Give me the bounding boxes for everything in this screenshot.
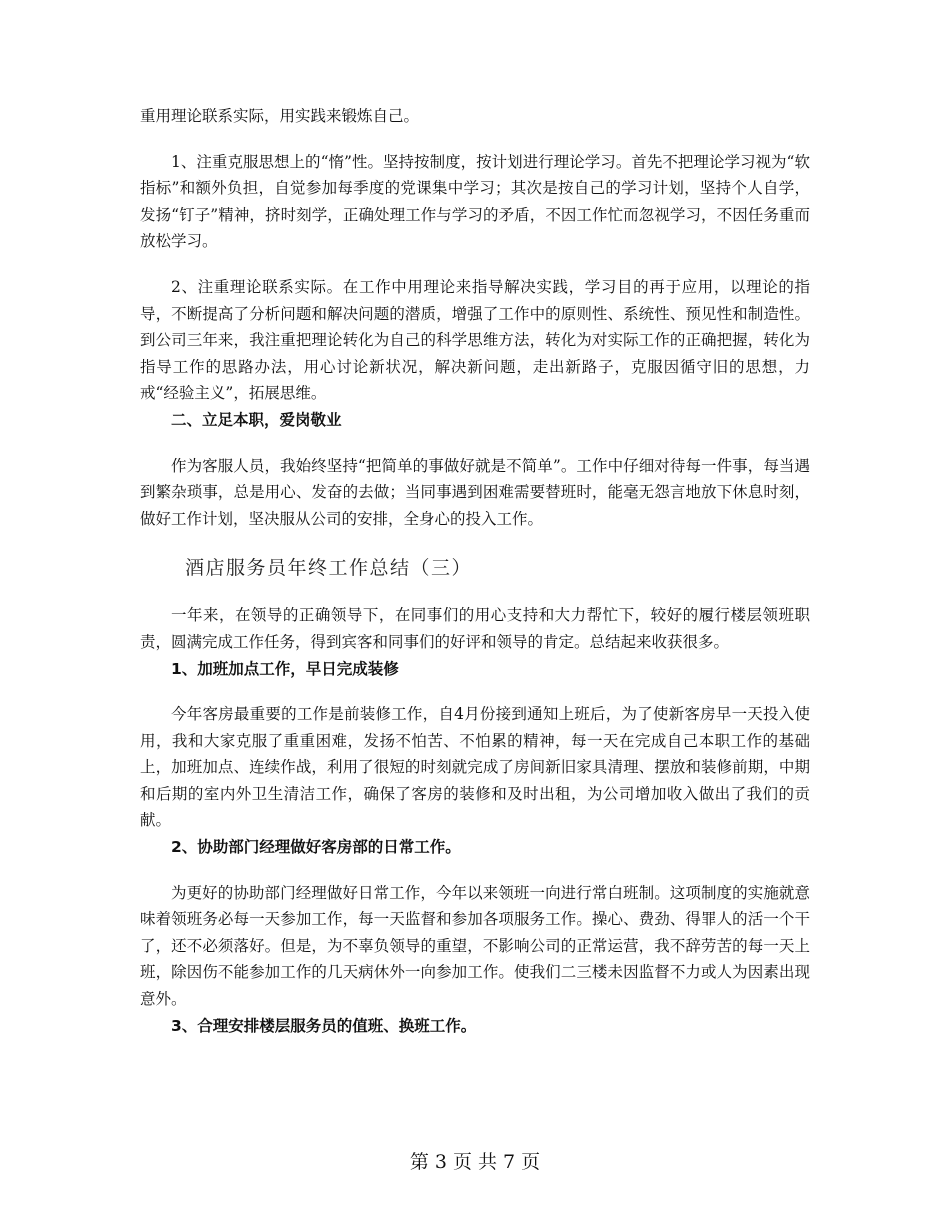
section-heading-2: 二、立足本职，爱岗敬业 bbox=[171, 410, 342, 429]
paragraph-continuation: 重用理论联系实际，用实践来锻炼自己。 bbox=[140, 107, 420, 125]
paragraph-daily-work: 为更好的协助部门经理做好日常工作，今年以来领班一向进行常白班制。这项制度的实施就意味着领班务必每一天参加工作，每一天监督和参加各项服务工作。操心、费劲、得罪人的活一个干了，还不必须落好。但是，为不辜负领导的重望，不影响公司的正常运营，我不辞劳苦的每一天上班，除因伤不能参加工作的几天病休外一向参加工作。使我们二三楼未因监督不力或人为因素出现意外。 bbox=[140, 883, 810, 1009]
page-number-footer: 第 3 页 共 7 页 bbox=[409, 1151, 541, 1173]
paragraph-intro-year: 一年来，在领导的正确领导下，在同事们的用心支持和大力帮忙下，较好的履行楼层领班职责，圆满完成工作任务，得到宾客和同事们的好评和领导的肯定。总结起来收获很多。 bbox=[140, 606, 810, 651]
document-body bbox=[140, 103, 810, 1039]
paragraph-renovation: 今年客房最重要的工作是前装修工作，自4月份接到通知上班后，为了使新客房早一天投入使用，我和大家克服了重重困难，发扬不怕苦、不怕累的精神，每一天在完成自己本职工作的基础上，加班加点、连续作战，利用了很短的时刻就完成了房间新旧家具清理、摆放和装修前期，中期和后期的室内外卫生清洁工作，确保了客房的装修和及时出租，为公司增加收入做出了我们的贡献。 bbox=[140, 705, 810, 830]
subheading-shift-arrangement: 3、合理安排楼层服务员的值班、换班工作。 bbox=[171, 1016, 477, 1035]
subheading-overtime: 1、加班加点工作，早日完成装修 bbox=[171, 659, 399, 678]
paragraph-item-2: 2、注重理论联系实际。在工作中用理论来指导解决实践，学习目的再于应用，以理论的指导，不断提高了分析问题和解决问题的潜质，增强了工作中的原则性、系统性、预见性和制造性。到公司三年来，我注重把理论转化为自己的科学思维方法，转化为对实际工作的正确把握，转化为指导工作的思路办法，用心讨论新状况，解决新问题，走出新路子，克服因循守旧的思想，力戒“经验主义”，拓展思维。 bbox=[140, 277, 810, 403]
paragraph-item-1: 1、注重克服思想上的“惰”性。坚持按制度，按计划进行理论学习。首先不把理论学习视为“软指标”和额外负担，自觉参加每季度的党课集中学习；其次是按自己的学习计划，坚持个人自学，发扬“钉子”精神，挤时刻学，正确处理工作与学习的矛盾，不因工作忙而忽视学习，不因任务重而放松学习。 bbox=[140, 152, 810, 251]
subheading-assist-manager: 2、协助部门经理做好客房部的日常工作。 bbox=[171, 838, 461, 857]
section-title-3: 酒店服务员年终工作总结（三） bbox=[185, 557, 473, 580]
paragraph-customer-service: 作为客服人员，我始终坚持“把简单的事做好就是不简单”。工作中仔细对待每一件事，每当遇到繁杂琐事，总是用心、发奋的去做；当同事遇到困难需要替班时，能毫无怨言地放下休息时刻，做好工作计划，坚决服从公司的安排，全身心的投入工作。 bbox=[140, 456, 810, 528]
